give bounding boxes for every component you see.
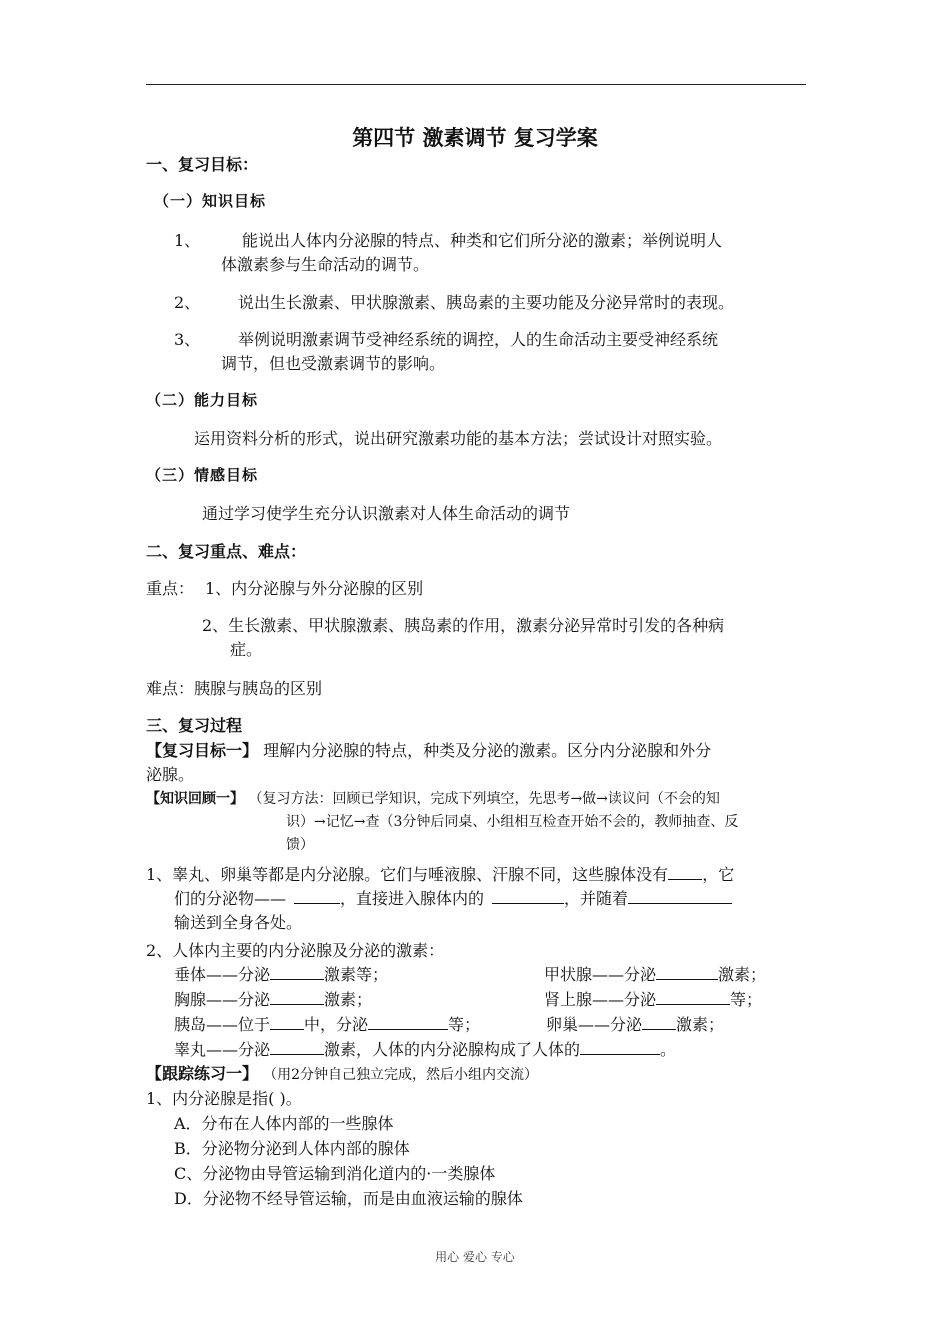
- difficult-point: 难点：胰腺与胰岛的区别: [146, 679, 323, 698]
- section-2-heading: 二、复习重点、难点：: [146, 542, 307, 561]
- gland-pituitary-label: 垂体——分泌: [174, 965, 271, 984]
- mc-question-1: 1、内分泌腺是指( )。: [146, 1089, 302, 1108]
- blank-islet-hormone[interactable]: [368, 1015, 448, 1030]
- blank-pituitary[interactable]: [270, 965, 324, 980]
- ability-goals-text: 运用资料分析的形式，说出研究激素功能的基本方法；尝试设计对照实验。: [194, 429, 723, 448]
- gland-adrenal-label: 肾上腺——分泌: [544, 990, 657, 1009]
- gland-ovary-suffix: 激素；: [676, 1015, 725, 1034]
- question-1-line1: 1、睾丸、卵巢等都是内分泌腺。它们与唾液腺、汗腺不同，这些腺体没有: [146, 865, 669, 884]
- knowledge-review-method-line3: 馈）: [286, 837, 314, 853]
- gland-islet-middle: 中，分泌: [304, 1015, 369, 1034]
- gland-testis-middle: 激素，人体的内分泌腺构成了人体的: [324, 1040, 581, 1059]
- blank-ovary[interactable]: [642, 1015, 676, 1030]
- blank-q1-transport[interactable]: [628, 889, 732, 904]
- key-point-1: 1、内分泌腺与外分泌腺的区别: [205, 579, 424, 598]
- gland-thymus-suffix: 激素；: [324, 990, 373, 1009]
- knowledge-review-label: 【知识回顾一】: [146, 791, 244, 807]
- gland-pituitary-suffix: 激素等；: [324, 965, 389, 984]
- blank-thyroid[interactable]: [656, 965, 718, 980]
- page-title: 第四节 激素调节 复习学案: [352, 126, 598, 150]
- question-1-line3: 输送到全身各处。: [174, 913, 303, 932]
- header-rule: [146, 84, 806, 85]
- blank-adrenal[interactable]: [656, 990, 730, 1005]
- review-goal-1-text: 理解内分泌腺的特点，种类及分泌的激素。区分内分泌腺和外分: [263, 741, 712, 760]
- key-point-2-line1: 2、生长激素、甲状腺激素、胰岛素的作用，激素分泌异常时引发的各种病: [202, 616, 725, 635]
- gland-ovary-label: 卵巢——分泌: [546, 1015, 643, 1034]
- question-1-line2-c: ，并随着: [564, 889, 629, 908]
- key-point-2-line2: 症。: [230, 640, 263, 659]
- page-footer: 用心 爱心 专心: [435, 1250, 515, 1264]
- mc-option-d[interactable]: D．分泌物不经导管运输，而是由血液运输的腺体: [174, 1189, 523, 1208]
- ability-goals-heading: （二）能力目标: [146, 391, 259, 409]
- question-1-line1-end: ，它: [702, 865, 735, 884]
- review-goal-1-text-cont: 泌腺。: [146, 765, 195, 784]
- gland-islet-label: 胰岛——位于: [174, 1015, 271, 1034]
- knowledge-item-3-line2: 调节，但也受激素调节的影响。: [221, 354, 446, 373]
- gland-testis-suffix: 。: [660, 1040, 677, 1059]
- knowledge-item-2-number: 2、: [174, 293, 201, 312]
- knowledge-item-1-line1: 能说出人体内分泌腺的特点、种类和它们所分泌的激素；举例说明人: [242, 231, 723, 250]
- gland-testis-label: 睾丸——分泌: [174, 1040, 271, 1059]
- knowledge-item-2-line1: 说出生长激素、甲状腺激素、胰岛素的主要功能及分泌异常时的表现。: [238, 293, 735, 312]
- practice-1-label: 【跟踪练习一】: [146, 1064, 259, 1083]
- knowledge-goals-heading: （一）知识目标: [154, 192, 267, 210]
- blank-thymus[interactable]: [270, 990, 324, 1005]
- emotion-goals-text: 通过学习使学生充分认识激素对人体生命活动的调节: [202, 504, 571, 523]
- knowledge-item-1-number: 1、: [174, 231, 201, 250]
- gland-adrenal-suffix: 等；: [730, 990, 763, 1009]
- mc-option-c[interactable]: C、分泌物由导管运输到消化道内的·一类腺体: [174, 1164, 496, 1183]
- blank-islet-location[interactable]: [270, 1015, 304, 1030]
- section-3-heading: 三、复习过程: [146, 716, 243, 735]
- blank-q1-vessels[interactable]: [492, 889, 564, 904]
- review-goal-1-label: 【复习目标一】: [146, 741, 259, 760]
- blank-q1-duct[interactable]: [668, 865, 702, 880]
- emotion-goals-heading: （三）情感目标: [146, 466, 259, 484]
- question-1-line2-b: ，直接进入腺体内的: [340, 889, 485, 908]
- section-1-heading: 一、复习目标：: [146, 155, 259, 174]
- blank-q1-secretion[interactable]: [294, 889, 340, 904]
- blank-testis[interactable]: [270, 1040, 324, 1055]
- gland-thyroid-suffix: 激素；: [718, 965, 767, 984]
- mc-option-b[interactable]: B．分泌物分泌到人体内部的腺体: [174, 1139, 410, 1158]
- gland-thyroid-label: 甲状腺——分泌: [544, 965, 657, 984]
- knowledge-review-method-line1: （复习方法：回顾已学知识，完成下列填空，先思考→做→读议问（不会的知: [248, 791, 720, 807]
- knowledge-item-1-line2: 体激素参与生命活动的调节。: [221, 255, 430, 274]
- knowledge-review-method-line2: 识）→记忆→查（3分钟后同桌、小组相互检查开始不会的，教师抽查、反: [286, 814, 739, 830]
- gland-islet-suffix: 等；: [448, 1015, 481, 1034]
- practice-1-note: （用2分钟自己独立完成，然后小组内交流）: [263, 1067, 539, 1083]
- key-points-label: 重点：: [146, 579, 195, 598]
- gland-thymus-label: 胸腺——分泌: [174, 990, 271, 1009]
- blank-endocrine-system[interactable]: [580, 1040, 660, 1055]
- knowledge-item-3-line1: 举例说明激素调节受神经系统的调控，人的生命活动主要受神经系统: [238, 330, 719, 349]
- question-1-line2-a: 们的分泌物——: [174, 889, 287, 908]
- knowledge-item-3-number: 3、: [174, 330, 201, 349]
- question-2-heading: 2、人体内主要的内分泌腺及分泌的激素：: [146, 941, 445, 960]
- mc-option-a[interactable]: A．分布在人体内部的一些腺体: [174, 1114, 394, 1133]
